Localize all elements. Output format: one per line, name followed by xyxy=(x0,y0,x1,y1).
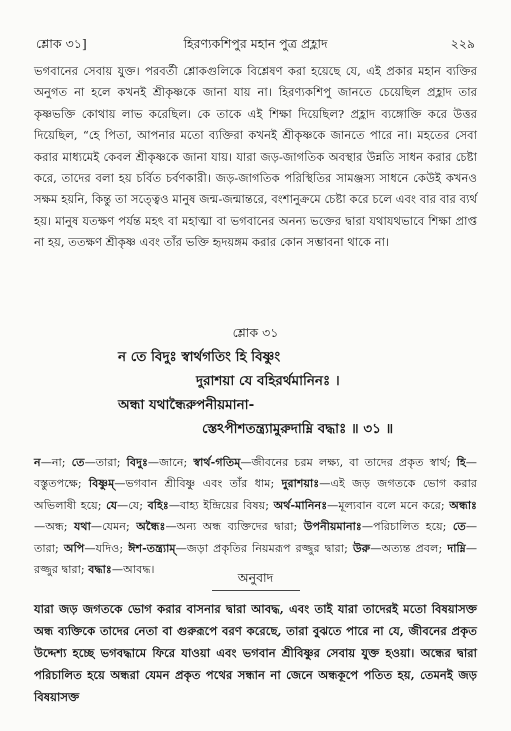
synonym-word: অন্ধাঃ xyxy=(449,497,478,512)
synonym-meaning: রজ্জুর দ্বারা; xyxy=(34,563,85,577)
synonym-meaning: ভগবান শ্রীবিষ্ণু এবং তাঁর ধাম; xyxy=(125,477,275,491)
synonym-meaning: অন্য অন্ধ ব্যক্তিদের দ্বারা; xyxy=(176,520,298,534)
synonym-meaning: জড়া প্রকৃতির নিয়মরূপ রজ্জুর দ্বারা; xyxy=(186,541,348,555)
synonym-meaning: অন্ধ; xyxy=(45,520,68,534)
synonyms-block: ন—না; তে—তারা; বিদুঃ—জানে; স্বার্থ-গতিম্—জীবনের চরম লক্ষ্য, বা তাদের প্রকৃত স্বার্থ; হি—বস্তুতপক্ষে; বিষ্ণুম্—ভগবান শ্রীবিষ্ণু এবং তাঁর ধাম; দুরাশয়াঃ—এই জড় জগতকে ভোগ করার অভিলাষী হয়ে; যে—যে; বহিঃ—বাহ্য ইন্দ্রিয়ের বিষয়; অর্থ-মানিনঃ—মূল্যবান বলে মনে করে; অন্ধাঃ—অন্ধ; যথা—যেমন; অন্ধৈঃ—অন্য অন্ধ ব্যক্তিদের দ্বারা; উপনীয়মানাঃ—পরিচালিত হয়ে; তে—তারা; অপি—যদিও; ঈশ-তন্ত্র্যাম্—জড়া প্রকৃতির নিয়মরূপ রজ্জুর দ্বারা; উরু—অত্যন্ত প্রবল; দাম্নি—রজ্জুর দ্বারা; বদ্ধাঃ—আবদ্ধ। xyxy=(34,455,478,577)
synonym-meaning: পরিচালিত হয়ে; xyxy=(373,520,447,534)
synonym-word: অপি xyxy=(63,540,85,555)
header-chapter-title: হিরণ্যকশিপুর মহান পুত্র প্রহ্লাদ xyxy=(183,36,328,51)
synonym-word: হি xyxy=(456,455,466,469)
page-number: ২২৯ xyxy=(450,36,475,51)
synonym-word: তে xyxy=(71,455,85,469)
verse-line-2: দুরাশয়া যে বহিরর্থমানিনঃ । xyxy=(196,373,340,389)
synonym-meaning: জীবনের চরম লক্ষ্য, বা তাদের প্রকৃত স্বার্থ; xyxy=(251,456,451,469)
synonym-word: অর্থ-মানিনঃ xyxy=(273,497,328,512)
synonym-word: বদ্ধাঃ xyxy=(88,562,112,577)
synonym-word: দাম্নি xyxy=(447,540,466,555)
verse-line-1: ন তে বিদুঃ স্বার্থগতিং হি বিষ্ণুং xyxy=(118,349,281,365)
synonym-meaning: অত্যন্ত প্রবল; xyxy=(381,541,443,555)
synonym-word: বিষ্ণুম্ xyxy=(88,476,115,491)
synonym-word: ন xyxy=(34,455,41,469)
verse-line-4: স্তেঽপীশতন্ত্র্যামুরুদাম্নি বদ্ধাঃ ॥ ৩১ ॥ xyxy=(202,421,394,437)
synonym-meaning: বস্তুতপক্ষে; xyxy=(34,477,82,491)
synonym-meaning: বাহ্য ইন্দ্রিয়ের বিষয়; xyxy=(180,498,270,512)
synonym-word: তে xyxy=(452,519,466,534)
synonym-meaning: তারা; xyxy=(34,541,59,555)
translation-heading: অনুবাদ xyxy=(237,570,274,585)
synonym-meaning: যদিও; xyxy=(95,541,124,555)
synonym-word: অন্ধৈঃ xyxy=(136,519,166,534)
synonym-meaning: জানে; xyxy=(159,456,188,469)
synonym-word: বিদুঃ xyxy=(126,455,148,469)
synonym-meaning: তারা; xyxy=(95,456,121,469)
synonym-word: বহিঃ xyxy=(147,497,169,512)
synonym-word: স্বার্থ-গতিম্ xyxy=(193,455,241,469)
synonym-word: উরু xyxy=(352,540,371,555)
synonym-meaning: না; xyxy=(51,456,66,469)
synonym-word: যে xyxy=(106,497,118,512)
heading-underline xyxy=(212,590,300,591)
translation-text: যারা জড় জগতকে ভোগ করার বাসনার দ্বারা আবদ্ধ, এবং তাই যারা তাদেরই মতো বিষয়াসক্ত অন্ধ ব্যক্তিকে তাদের নেতা বা গুরুরূপে বরণ করেছে, তারা বুঝতে পারে না যে, জীবনের প্রকৃত উদ্দেশ্য হচ্ছে ভগবদ্ধামে ফিরে যাওয়া এবং ভগবান শ্রীবিষ্ণুর সেবায় যুক্ত হওয়া। অন্ধের দ্বারা পরিচালিত হয়ে অন্ধরা যেমন প্রকৃত পথের সন্ধান না জেনে অন্ধকূপে পতিত হয়, তেমনই জড় বিষয়াসক্ত xyxy=(34,602,477,704)
header-verse-number: শ্লোক ৩১] xyxy=(36,36,87,51)
synonym-meaning: আবদ্ধ। xyxy=(123,563,155,577)
synonym-meaning: মূল্যবান বলে মনে করে; xyxy=(338,498,445,512)
synonym-word: ঈশ-তন্ত্র্যাম্ xyxy=(128,540,176,555)
synonym-word: দুরাশয়াঃ xyxy=(281,476,320,491)
running-header xyxy=(36,36,475,56)
synonym-word: যথা xyxy=(73,519,91,534)
synonym-meaning: এই জড় জগতকে ভোগ করার অভিলাষী হয়ে; xyxy=(34,477,477,512)
synonym-meaning: যেমন; xyxy=(102,520,130,534)
synonym-word: উপনীয়মানাঃ xyxy=(303,519,362,534)
sloka-heading: শ্লোক ৩১ xyxy=(232,325,279,340)
synonym-meaning: যে; xyxy=(128,498,143,512)
purport-paragraph: ভগবানের সেবায় যুক্ত। পরবর্তী শ্লোকগুলিকে বিশ্লেষণ করা হয়েছে যে, এই প্রকার মহান ব্যক্তির অনুগত না হলে কখনই শ্রীকৃষ্ণকে জানা যায় না। হিরণ্যকশিপু জানতে চেয়েছিল প্রহ্লাদ তার কৃষ্ণভক্তি কোথায় লাভ করেছিল। কে তাকে এই শিক্ষা দিয়েছিল? প্রহ্লাদ ব্যঙ্গোক্তি করে উত্তর দিয়েছিল, “হে পিতা, আপনার মতো ব্যক্তিরা কখনই শ্রীকৃষ্ণকে জানতে পারে না। মহতের সেবা করার মাধ্যমেই কেবল শ্রীকৃষ্ণকে জানা যায়। যারা জড়-জাগতিক অবস্থার উন্নতি সাধন করার চেষ্টা করে, তাদের বলা হয় চর্বিত চর্বণকারী। জড়-জাগতিক পরিস্থিতির সামঞ্জস্য সাধনে কেউই কখনও সক্ষম হয়নি, কিন্তু তা সত্ত্বেও মানুষ জন্ম-জন্মান্তরে, বংশানুক্রমে চেষ্টা করে চলে এবং বার বার ব্যর্থ হয়। মানুষ যতক্ষণ পর্যন্ত মহৎ বা মহাত্মা বা ভগবানের অনন্য ভক্তের দ্বারা যথাযথভাবে শিক্ষা প্রাপ্ত না হয়, ততক্ষণ শ্রীকৃষ্ণ এবং তাঁর ভক্তি হৃদয়ঙ্গম করার কোন সম্ভাবনা থাকে না। xyxy=(34,64,477,250)
verse-line-3: অন্ধা যথান্ধৈরুপনীয়মানা- xyxy=(118,397,255,413)
